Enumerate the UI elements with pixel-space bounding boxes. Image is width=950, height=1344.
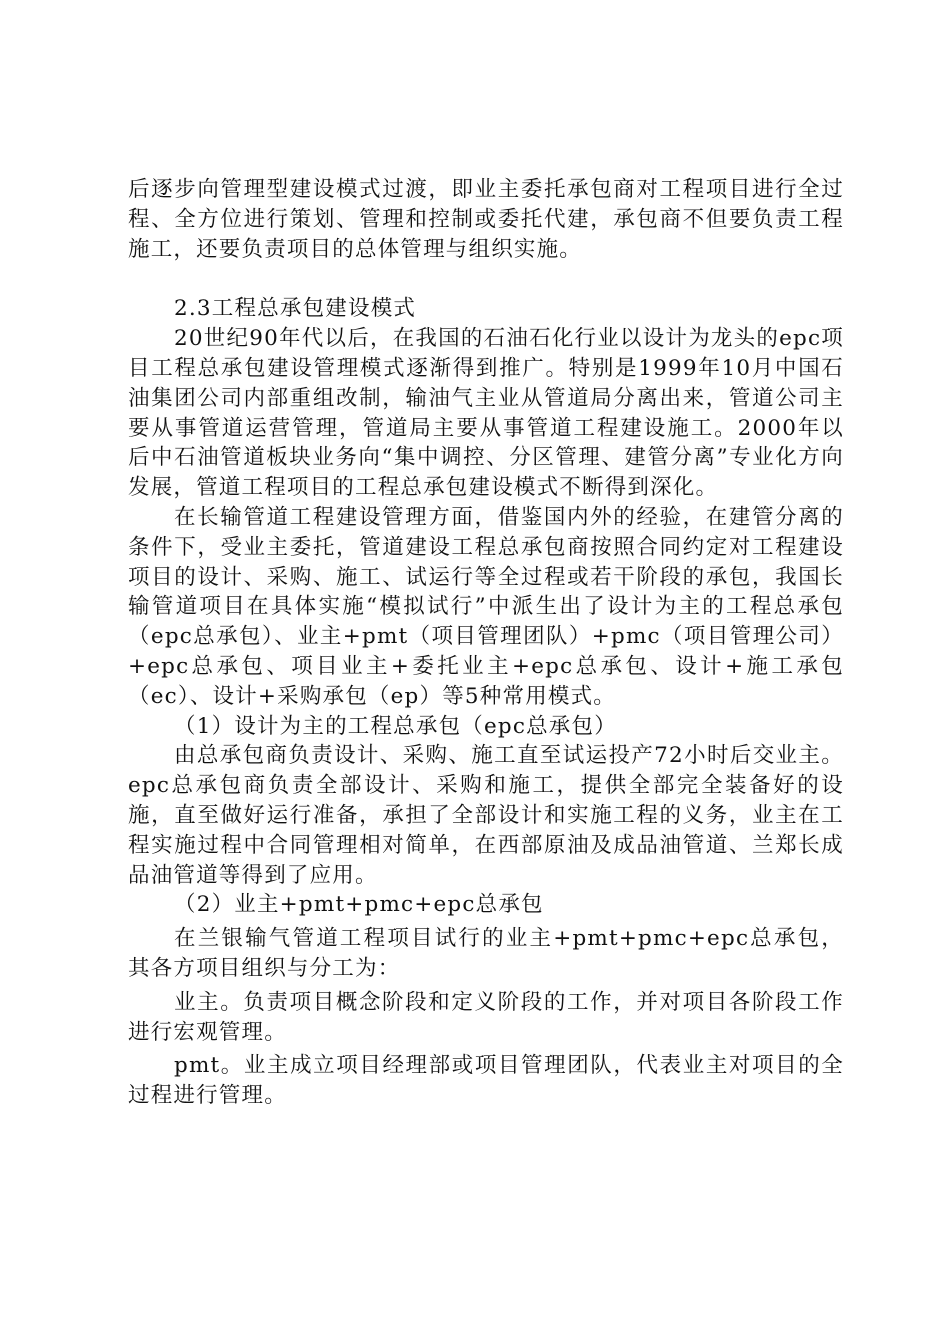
subheading-epc: （1）设计为主的工程总承包（epc总承包） [174,713,617,739]
paragraph-modes: 在长输管道工程建设管理方面，借鉴国内外的经验，在建管分离的条件下，受业主委托，管道建设工程总承包商按照合同约定对工程建设项目的设计、采购、施工、试运行等全过程或若干阶段的承包，我国长输管道项目在具体实施“模拟试行”中派生出了设计为主的工程总承包（epc总承包）、业主+pmt（项目管理团队）+pmc（项目管理公司）+epc总承包、项目业主+委托业主+epc总承包、设计+施工承包（ec）、设计+采购承包（ep）等5种常用模式。 [128,504,844,709]
section-heading: 2.3工程总承包建设模式 [174,296,417,322]
paragraph-history: 20世纪90年代以后，在我国的石油石化行业以设计为龙头的epc项目工程总承包建设管理模式逐渐得到推广。特别是1999年10月中国石油集团公司内部重组改制，输油气主业从管道局分离出来，管道公司主要从事管道运营管理，管道局主要从事管道工程建设施工。2000年以后中石油管道板块业务向“集中调控、分区管理、建管分离”专业化方向发展，管道工程项目的工程总承包建设模式不断得到深化。 [128,326,844,501]
paragraph-transition: 后逐步向管理型建设模式过渡，即业主委托承包商对工程项目进行全过程、全方位进行策划、管理和控制或委托代建，承包商不但要负责工程施工，还要负责项目的总体管理与组织实施。 [128,177,844,262]
paragraph-owner: 业主。负责项目概念阶段和定义阶段的工作，并对项目各阶段工作进行宏观管理。 [128,989,844,1045]
paragraph-lanyin: 在兰银输气管道工程项目试行的业主+pmt+pmc+epc总承包，其各方项目组织与分工为： [128,926,844,981]
paragraph-epc: 由总承包商负责设计、采购、施工直至试运投产72小时后交业主。epc总承包商负责全部设计、采购和施工，提供全部完全装备好的设施，直至做好运行准备，承担了全部设计和实施工程的义务，业主在工程实施过程中合同管理相对简单，在西部原油及成品油管道、兰郑长成品油管道等得到了应用。 [128,743,844,888]
document-body [128,175,844,1111]
paragraph-pmt: pmt。业主成立项目经理部或项目管理团队，代表业主对项目的全过程进行管理。 [128,1053,844,1109]
subheading-owner-pmt: （2）业主+pmt+pmc+epc总承包 [174,892,544,918]
